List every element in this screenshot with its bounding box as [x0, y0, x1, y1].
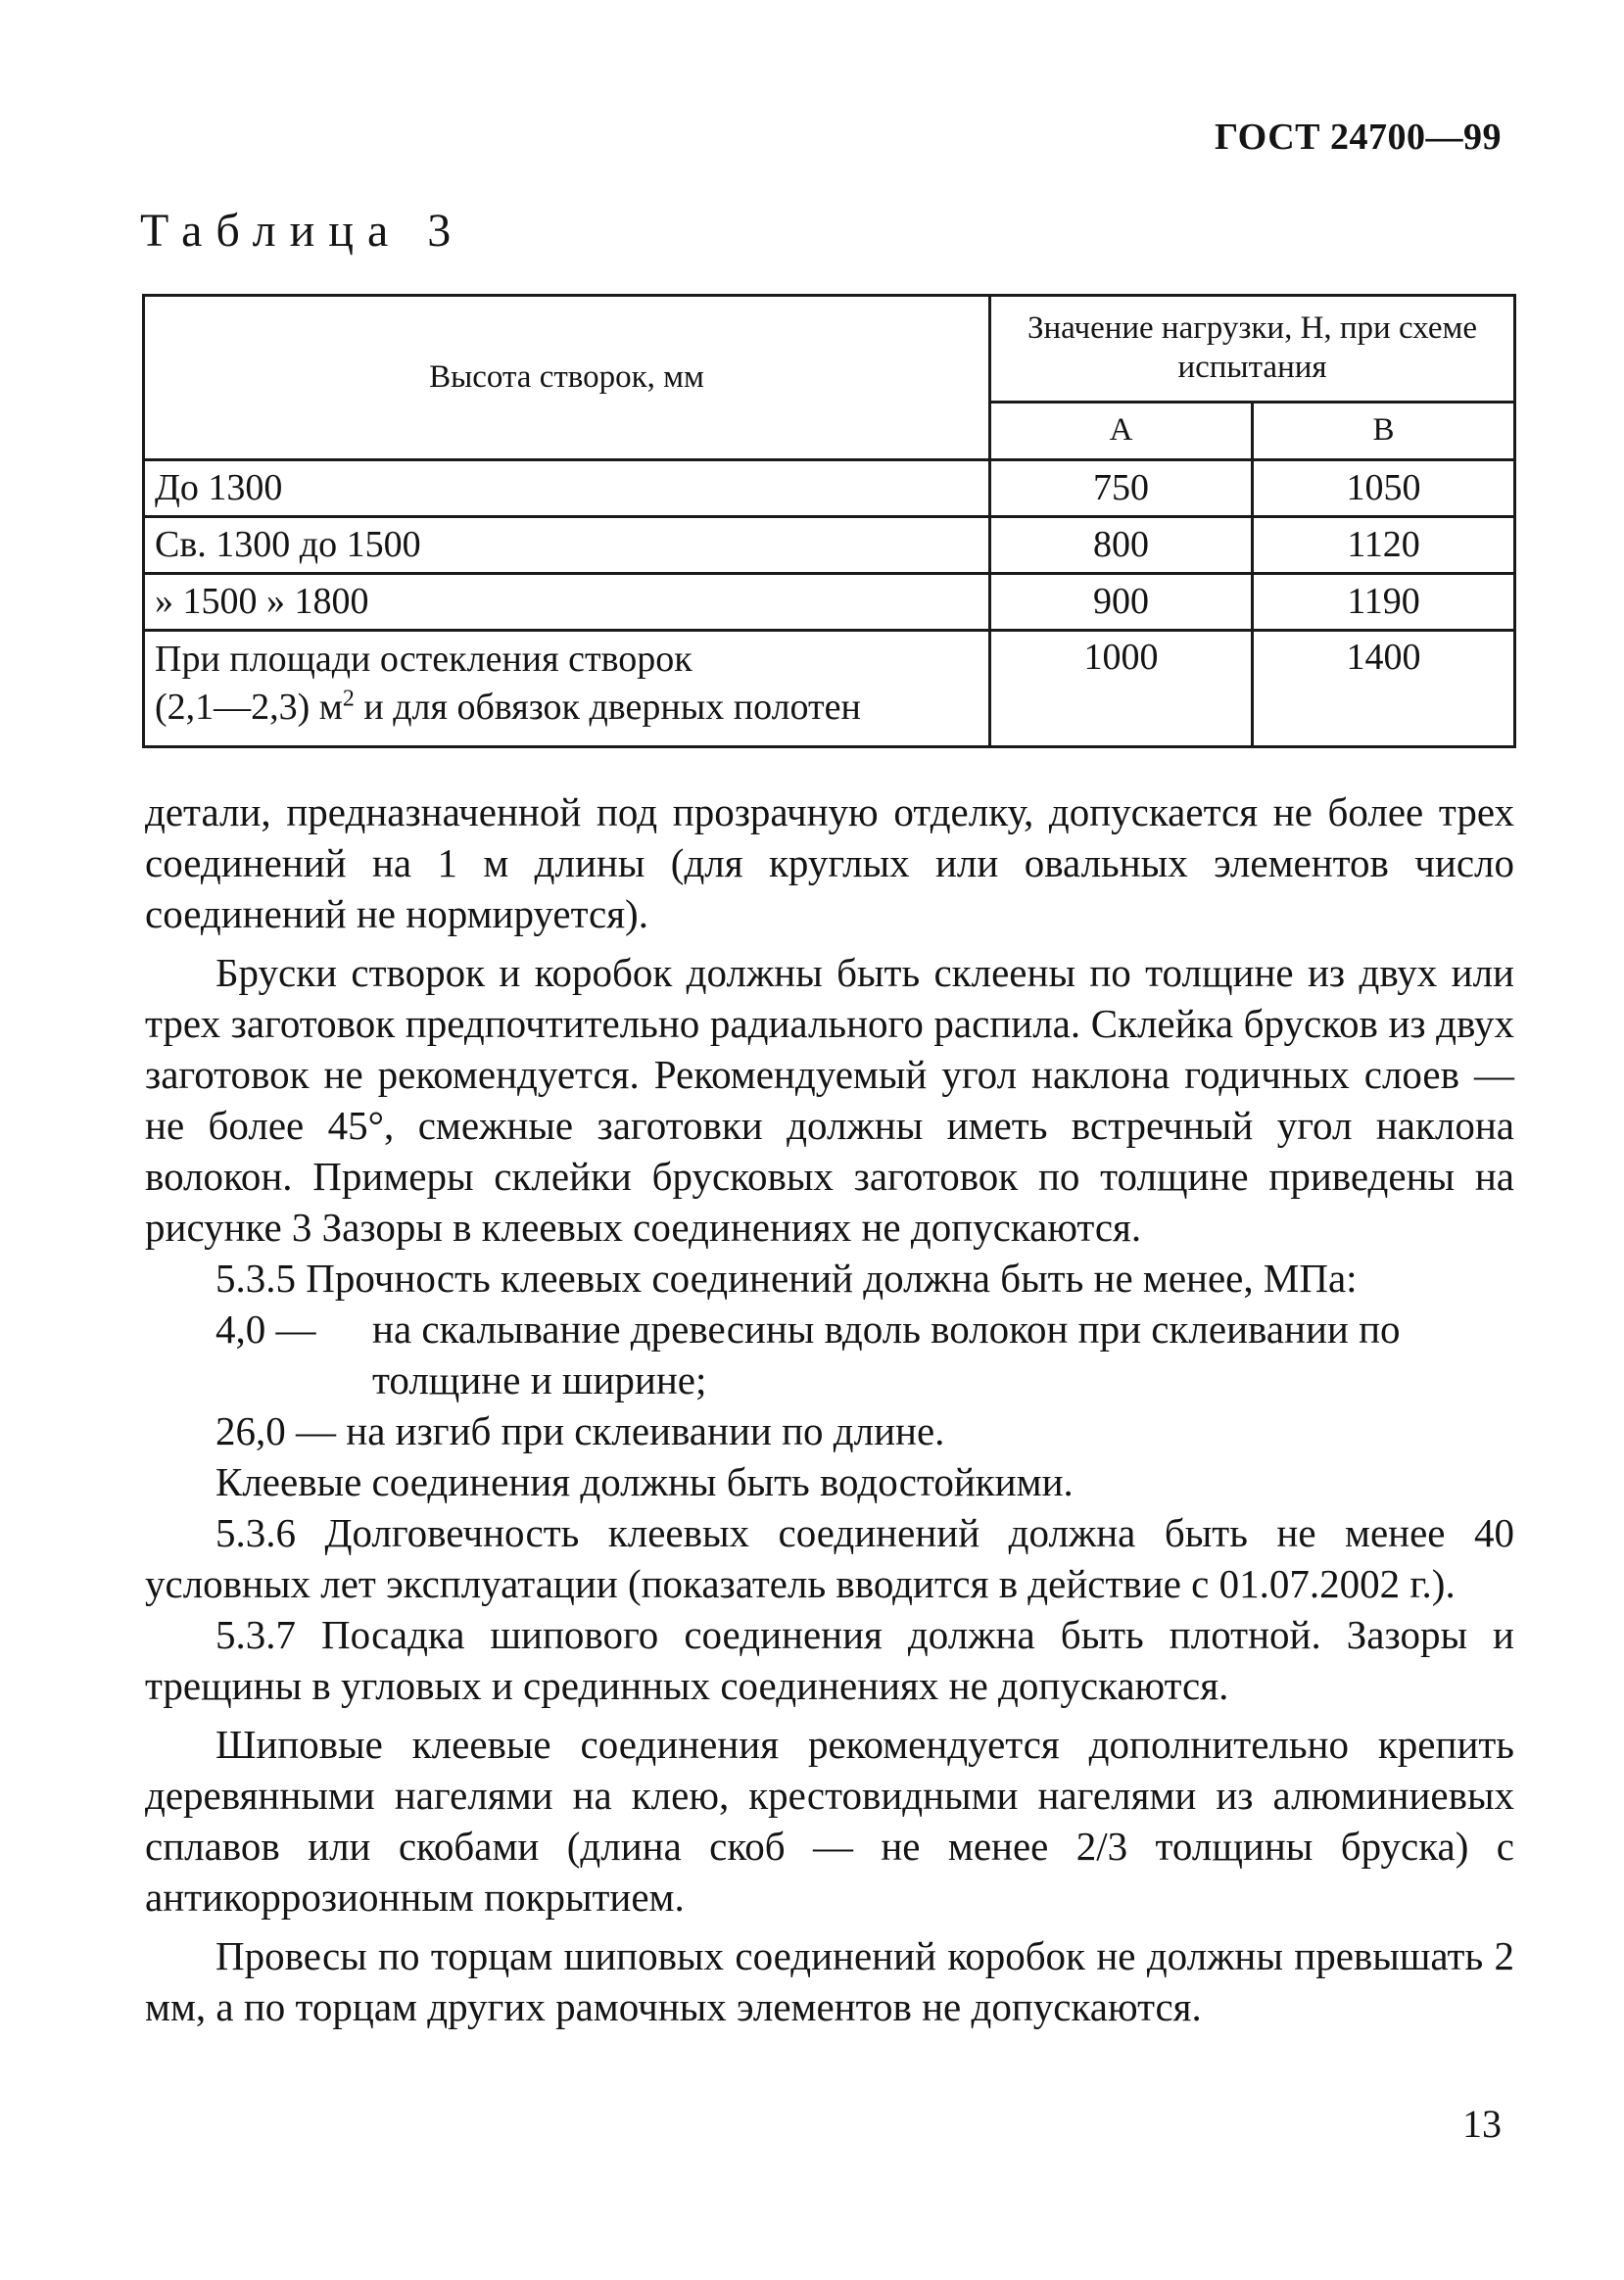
- header-load-group: Значение нагрузки, Н, при схеме испытания: [990, 296, 1515, 403]
- row-value-b: 1050: [1253, 460, 1515, 517]
- row-label-line2-sup: 2: [342, 686, 355, 712]
- row-value-b: 1120: [1253, 517, 1515, 574]
- row-value-b: 1400: [1253, 631, 1515, 747]
- row-value-a: 750: [990, 460, 1253, 517]
- paragraph: 5.3.7 Посадка шипового соединения должна быть плотной. Зазоры и трещины в угловых и срединных соединениях не допускаются.: [145, 1612, 1514, 1708]
- strength-description: 26,0 — на изгиб при склеивании по длине.: [215, 1408, 945, 1453]
- page-number: 13: [1462, 2102, 1502, 2146]
- row-value-a: 900: [990, 574, 1253, 631]
- table-row: [144, 517, 1515, 574]
- header-height: Высота створок, мм: [144, 296, 990, 460]
- paragraph: Бруски створок и коробок должны быть склеены по толщине из двух или трех заготовок предпочтительно радиального распила. Склейка брусков из двух заготовок не рекомендуется. Рекомендуемый угол наклона годичных слоев — не более 45°, смежные заготовки должны иметь встречный угол наклона волокон. Примеры склейки брусковых заготовок по толщине приведены на рисунке 3 Зазоры в клеевых соединениях не допускаются.: [145, 950, 1514, 1250]
- header-scheme-a: А: [990, 403, 1253, 460]
- row-value-b: 1190: [1253, 574, 1515, 631]
- body-text: [145, 786, 1514, 2032]
- paragraph: Шиповые клеевые соединения рекомендуется дополнительно крепить деревянными нагелями на клею, крестовидными нагелями из алюминиевых сплавов или скобами (длина скоб — не менее 2/3 толщины бруска) с антикоррозионным покрытием.: [145, 1722, 1514, 1920]
- table-row: [144, 460, 1515, 517]
- document-code: ГОСТ 24700—99: [1214, 117, 1502, 158]
- table-row: [144, 574, 1515, 631]
- strength-item: [145, 1304, 1514, 1405]
- strength-value: 4,0 —: [215, 1306, 316, 1352]
- table-caption: Таблица 3: [140, 205, 465, 257]
- row-label-line2-pre: (2,1—2,3) м: [155, 687, 343, 729]
- table-row: [144, 631, 1515, 747]
- strength-item: [145, 1405, 1514, 1456]
- row-value-a: 1000: [990, 631, 1253, 747]
- strength-description: на скалывание древесины вдоль волокон при склеивании по толщине и ширине;: [372, 1306, 1401, 1402]
- row-label: [144, 631, 990, 747]
- row-label: До 1300: [144, 460, 990, 517]
- row-value-a: 800: [990, 517, 1253, 574]
- row-label-line2: [155, 684, 988, 732]
- load-table: [142, 294, 1516, 748]
- row-label-line2-post: и для обвязок дверных полотен: [354, 687, 861, 729]
- row-label-line1: При площади остекления створок: [155, 639, 693, 680]
- header-scheme-b: В: [1253, 403, 1515, 460]
- paragraph: Клеевые соединения должны быть водостойкими.: [215, 1459, 1074, 1504]
- row-label: Св. 1300 до 1500: [144, 517, 990, 574]
- paragraph: 5.3.6 Долговечность клеевых соединений должна быть не менее 40 условных лет эксплуатации (показатель вводится в действие с 01.07.2002 г.).: [145, 1510, 1514, 1606]
- paragraph: Провесы по торцам шиповых соединений коробок не должны превышать 2 мм, а по торцам других рамочных элементов не допускаются.: [145, 1933, 1514, 2029]
- paragraph: детали, предназначенной под прозрачную отделку, допускается не более трех соединений на 1 м длины (для круглых или овальных элементов число соединений не нормируется).: [145, 789, 1514, 936]
- row-label: » 1500 » 1800: [144, 574, 990, 631]
- paragraph: 5.3.5 Прочность клеевых соединений должна быть не менее, МПа:: [215, 1256, 1358, 1301]
